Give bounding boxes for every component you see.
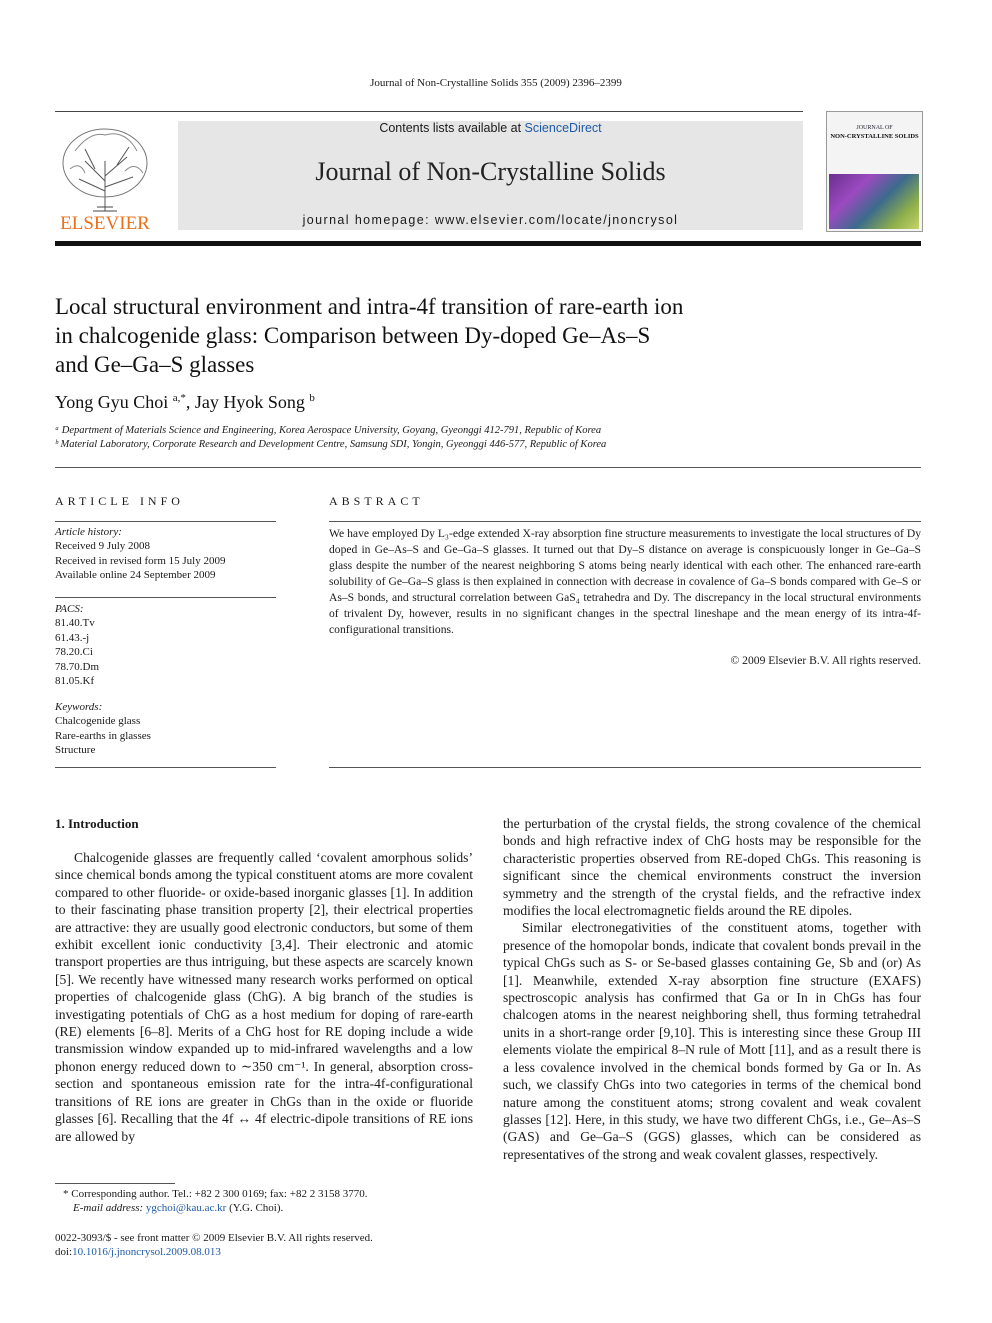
elsevier-logo[interactable] bbox=[55, 121, 155, 233]
email-link[interactable]: ygchoi@kau.ac.kr bbox=[145, 1202, 227, 1214]
history-received: Received 9 July 2008 bbox=[55, 540, 151, 553]
journal-citation: Journal of Non-Crystalline Solids 355 (2009) 2396–2399 bbox=[370, 77, 622, 89]
history-label: Article history: bbox=[55, 526, 122, 538]
article-info-rule-3 bbox=[55, 767, 276, 768]
journal-cover-thumbnail[interactable] bbox=[826, 111, 923, 232]
email-suffix: (Y.G. Choi). bbox=[226, 1202, 284, 1214]
pacs-item: 78.70.Dm bbox=[55, 660, 99, 673]
contents-prefix: Contents lists available at bbox=[379, 121, 525, 135]
title-line-2: in chalcogenide glass: Comparison between Dy-doped Ge–As–S bbox=[55, 323, 651, 348]
author-separator: , bbox=[185, 392, 195, 412]
journal-title: Journal of Non-Crystalline Solids bbox=[315, 157, 666, 186]
cover-line1: JOURNAL OF bbox=[856, 125, 893, 131]
cover-artwork bbox=[829, 174, 919, 229]
keywords-list bbox=[55, 700, 276, 758]
author-2[interactable]: Jay Hyok Song bbox=[194, 392, 305, 412]
article-info-rule-1 bbox=[55, 521, 276, 522]
journal-homepage[interactable]: journal homepage: www.elsevier.com/locate/jnoncrysol bbox=[302, 213, 679, 227]
cover-line2: NON-CRYSTALLINE SOLIDS bbox=[830, 133, 919, 140]
abstract-rule-1 bbox=[329, 521, 921, 522]
footnote-rule bbox=[55, 1183, 175, 1184]
header-thick-rule bbox=[55, 241, 921, 246]
author-list bbox=[55, 392, 315, 413]
doi-link[interactable]: 10.1016/j.jnoncrysol.2009.08.013 bbox=[72, 1246, 221, 1258]
article-info-heading: ARTICLE INFO bbox=[55, 494, 184, 508]
author-1-affiliation-mark: a,* bbox=[172, 392, 186, 404]
pacs-list bbox=[55, 602, 276, 688]
intro-paragraph-1: Chalcogenide glasses are frequently called ‘covalent amorphous solids’ since chemical bonds among the typical constituent atoms are more covalent compared to other fluoride- or oxide-based inorganic glasses [1]. In addition to their fascinating phase transition property [2], their electrical properties are attractive: they are usually good electronic conductors, but some of them exhibit excellent ionic conductivity [3,4]. Their electronic and atomic transport properties are thus intriguing, but these aspects are scarcely known [5]. We recently have witnessed many research works performed on optical properties of chalcogenide glass (ChG). A big branch of the studies is investigating potentials of ChG as a host medium for doping of rare-earth (RE) elements [6–8]. Merits of a ChG host for RE doping include a wide transmission window expanded up to mid-infrared wavelengths and a low phonon energy reduced down to ∼350 cm⁻¹. In general, absorption cross-section and spontaneous emission rate for the intra-4f-configurational transitions of RE ions are greater in ChGs than in the oxide or fluoride glasses [6]. Recalling that the 4f ↔ 4f electric-dipole transitions of RE ions are allowed by bbox=[55, 850, 473, 1144]
email-label: E-mail address: bbox=[73, 1202, 146, 1214]
affiliation-a: ᵃ Department of Materials Science and Engineering, Korea Aerospace University, Goyang, Gyeonggi 412-791, Republic of Korea bbox=[55, 425, 602, 436]
contents-line bbox=[178, 121, 803, 135]
abstract-copyright: © 2009 Elsevier B.V. All rights reserved. bbox=[730, 654, 921, 667]
article-history bbox=[55, 525, 276, 583]
pacs-label: PACS: bbox=[55, 603, 84, 615]
body-right-column bbox=[503, 815, 921, 1163]
keyword-item: Structure bbox=[55, 744, 96, 757]
pacs-item: 78.20.Ci bbox=[55, 646, 93, 659]
pacs-item: 81.40.Tv bbox=[55, 617, 95, 630]
abstract-rule-2 bbox=[329, 767, 921, 768]
affiliation-rule bbox=[55, 467, 921, 468]
intro-paragraph-1-continued: the perturbation of the crystal fields, the strong covalence of the chemical bonds and high refractive index of ChG hosts may be responsible for the characteristic properties observed from RE-doped ChGs. This reasoning is significant since the chemical environments construct the inversion symmetry and the strength of the crystal fields, and the refractive index modifies the local electromagnetic fields around the RE dipoles. bbox=[503, 816, 921, 919]
keyword-item: Chalcogenide glass bbox=[55, 715, 141, 728]
pacs-item: 61.43.-j bbox=[55, 631, 90, 644]
body-left-column bbox=[55, 849, 473, 1145]
title-line-1: Local structural environment and intra-4f transition of rare-earth ion bbox=[55, 294, 684, 319]
header-top-rule bbox=[55, 111, 803, 112]
pacs-item: 81.05.Kf bbox=[55, 675, 95, 688]
corresponding-author-note: * Corresponding author. Tel.: +82 2 300 0169; fax: +82 2 3158 3770. bbox=[63, 1188, 368, 1200]
keyword-item: Rare-earths in glasses bbox=[55, 729, 151, 742]
article-title bbox=[55, 292, 815, 379]
author-1[interactable]: Yong Gyu Choi bbox=[55, 392, 169, 412]
doi-prefix: doi: bbox=[55, 1246, 73, 1258]
affiliation-b: ᵇ Material Laboratory, Corporate Research and Development Centre, Samsung SDI, Yongin, Gyeonggi 446-577, Republic of Korea bbox=[55, 439, 607, 450]
svg-text:ELSEVIER: ELSEVIER bbox=[60, 213, 150, 233]
intro-paragraph-2: Similar electronegativities of the constituent atoms, together with presence of the homopolar bonds, indicate that covalent bonds prevail in the typical ChGs such as S- or Se-based glasses containing Ge, Sb and (or) As [1]. Meanwhile, extended X-ray absorption fine structure (EXAFS) spectroscopic analysis has confirmed that Ga or In in ChGs has four chalcogen atoms in the nearest neighboring shell, thus forming tetrahedral units in a short-range order [9,10]. This is interesting since these Group III elements violate the empirical 8–N rule of Mott [11], and as a result there is a less covalence involved in the chemical bonds formed by Ga or In. As such, we classify ChGs into two categories in terms of the chemical bond nature among the constituent atoms; strong covalent and weak covalent glasses [12]. Here, in this study, we have two different ChGs, i.e., Ge–As–S (GAS) and Ge–Ga–S (GGS) glasses, which can be considered as representatives of the strong and weak covalent glasses, respectively. bbox=[503, 920, 921, 1162]
abstract-text: We have employed Dy L₃-edge extended X-ray absorption fine structure measurements to investigate the local structures of Dy doped in Ge–As–S and Ge–Ga–S glasses. It turned out that Dy–S distance on average is conspicuously longer in Ge–Ga–S glass despite the number of the nearest neighboring S atoms being nearly identical with each other. The enhanced rare-earth solubility of Ge–Ga–S glass is then explained in connection with decrease in covalence of Ga–S bonds compared with Ge–S or As–S bonds, and structural correlation between GaS₄ tetrahedra and Dy. The discrepancy in the local structural environments of trivalent Dy, however, results in no significant changes in the spectral lineshape and the mean energy of its intra-4f-configurational transitions. bbox=[329, 527, 921, 636]
doi-line bbox=[55, 1245, 475, 1259]
title-line-3: and Ge–Ga–S glasses bbox=[55, 352, 255, 377]
sciencedirect-link[interactable]: ScienceDirect bbox=[524, 121, 602, 135]
history-online: Available online 24 September 2009 bbox=[55, 569, 216, 582]
email-note bbox=[73, 1201, 493, 1215]
author-2-affiliation-mark: b bbox=[309, 392, 315, 404]
keywords-label: Keywords: bbox=[55, 701, 103, 713]
history-revised: Received in revised form 15 July 2009 bbox=[55, 554, 226, 567]
article-info-rule-2 bbox=[55, 597, 276, 598]
issn-line: 0022-3093/$ - see front matter © 2009 Elsevier B.V. All rights reserved. bbox=[55, 1232, 373, 1244]
section-heading-introduction: 1. Introduction bbox=[55, 816, 139, 831]
abstract-heading: ABSTRACT bbox=[329, 494, 424, 508]
